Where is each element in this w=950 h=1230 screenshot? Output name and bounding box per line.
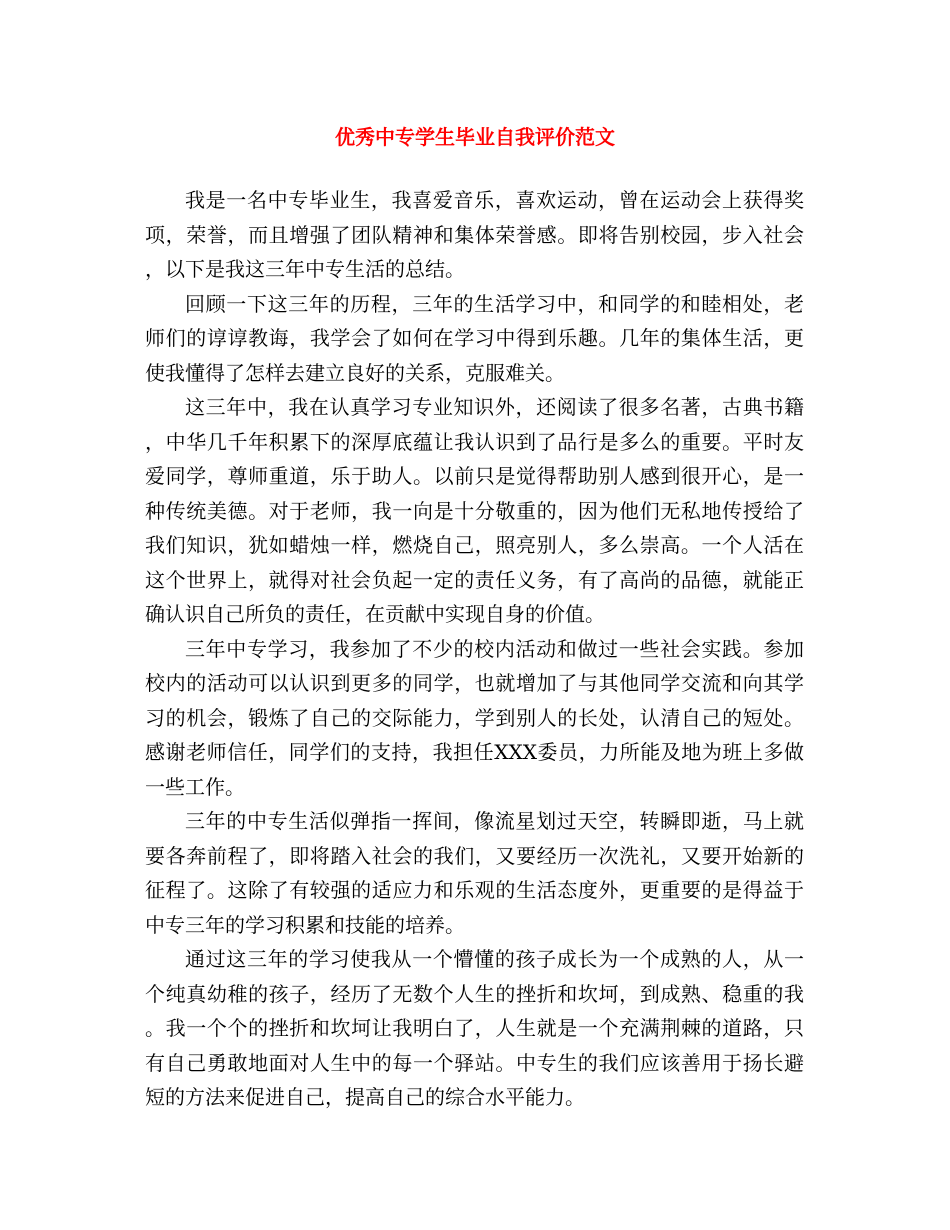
document-body xyxy=(145,183,804,1115)
paragraph-4: 三年中专学习，我参加了不少的校内活动和做过一些社会实践。参加校内的活动可以认识到更多的同学，也就增加了与其他同学交流和向其学习的机会，锻炼了自己的交际能力，学到别人的长处，认清自己的短处。感谢老师信任，同学们的支持，我担任XXX委员，力所能及地为班上多做一些工作。 xyxy=(145,636,804,799)
paragraph-2: 回顾一下这三年的历程，三年的生活学习中，和同学的和睦相处，老师们的谆谆教诲，我学会了如何在学习中得到乐趣。几年的集体生活，更使我懂得了怎样去建立良好的关系，克服难关。 xyxy=(145,291,804,385)
paragraph-6: 通过这三年的学习使我从一个懵懂的孩子成长为一个成熟的人，从一个纯真幼稚的孩子，经历了无数个人生的挫折和坎坷，到成熟、稳重的我。我一个个的挫折和坎坷让我明白了，人生就是一个充满荆棘的道路，只有自己勇敢地面对人生中的每一个驿站。中专生的我们应该善用于扬长避短的方法来促进自己，提高自己的综合水平能力。 xyxy=(145,947,804,1109)
paragraph-5: 三年的中专生活似弹指一挥间，像流星划过天空，转瞬即逝，马上就要各奔前程了，即将踏入社会的我们，又要经历一次洗礼，又要开始新的征程了。这除了有较强的适应力和乐观的生活态度外，更重要的是得益于中专三年的学习积累和技能的培养。 xyxy=(145,809,804,937)
document-title: 优秀中专学生毕业自我评价范文 xyxy=(335,125,615,149)
paragraph-1: 我是一名中专毕业生，我喜爱音乐，喜欢运动，曾在运动会上获得奖项，荣誉，而且增强了团队精神和集体荣誉感。即将告别校园，步入社会，以下是我这三年中专生活的总结。 xyxy=(145,188,804,281)
paragraph-3: 这三年中，我在认真学习专业知识外，还阅读了很多名著，古典书籍，中华几千年积累下的深厚底蕴让我认识到了品行是多么的重要。平时友爱同学，尊师重道，乐于助人。以前只是觉得帮助别人感到很开心，是一种传统美德。对于老师，我一向是十分敬重的，因为他们无私地传授给了我们知识，犹如蜡烛一样，燃烧自己，照亮别人，多么崇高。一个人活在这个世界上，就得对社会负起一定的责任义务，有了高尚的品德，就能正确认识自己所负的责任，在贡献中实现自身的价值。 xyxy=(145,395,804,626)
